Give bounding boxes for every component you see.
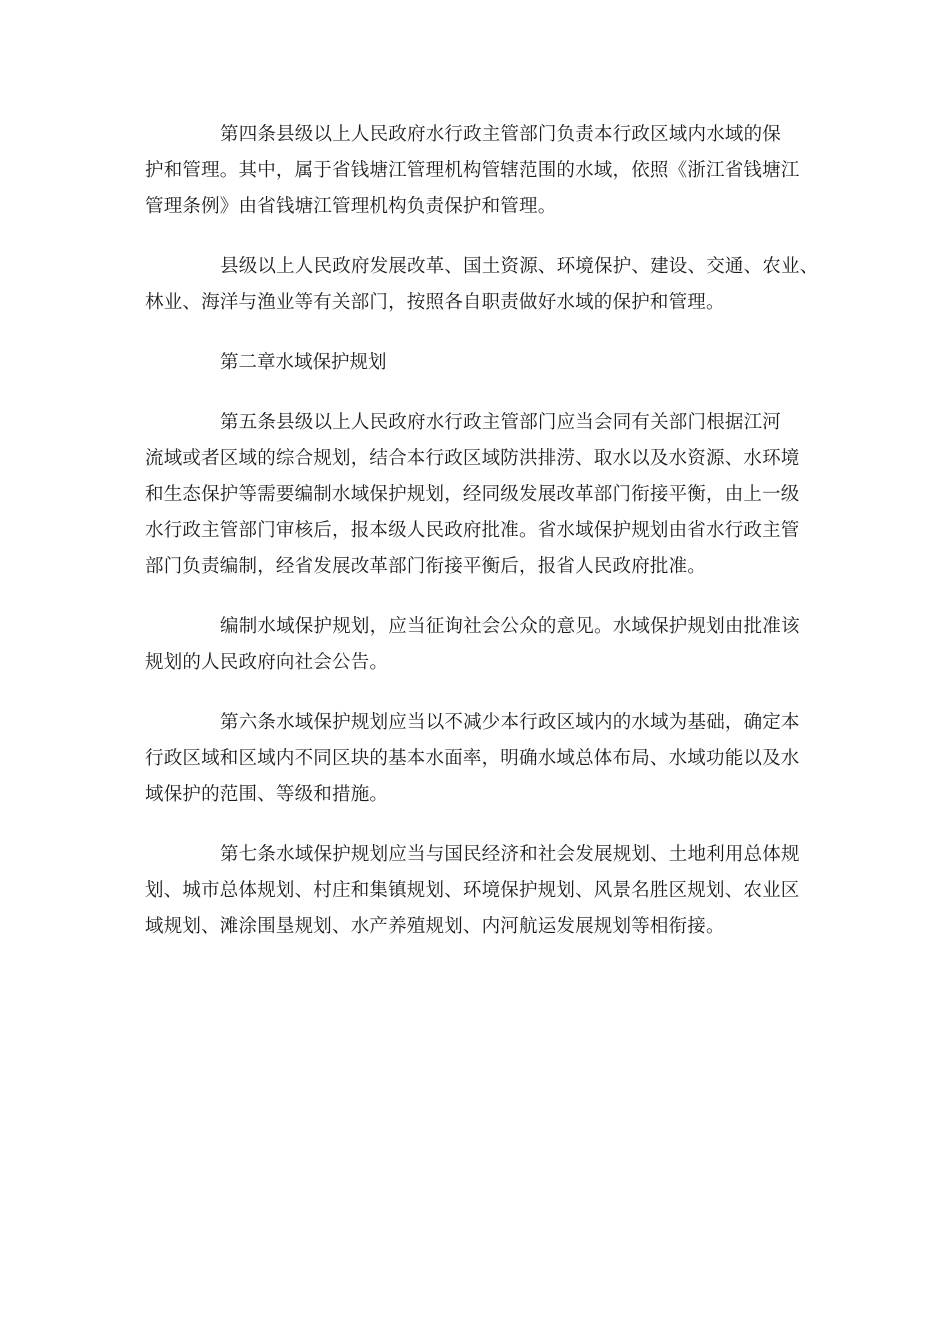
paragraph-public-consultation (145, 609, 810, 681)
document-body (145, 117, 819, 969)
paragraph-article-7 (145, 837, 810, 945)
text-line: 规划的人民政府向社会公告。 (145, 652, 389, 673)
text-line: 管理条例》由省钱塘江管理机构负责保护和管理。 (145, 196, 557, 217)
text-line: 护和管理。其中，属于省钱塘江管理机构管辖范围的水域，依照《浙江省钱塘江 (145, 160, 800, 181)
text-line: 部门负责编制，经省发展改革部门衔接平衡后，报省人民政府批准。 (145, 556, 707, 577)
text-line: 县级以上人民政府发展改革、国土资源、环境保护、建设、交通、农业、 (220, 256, 819, 277)
paragraph-article-5 (145, 405, 810, 585)
text-line: 编制水域保护规划，应当征询社会公众的意见。水域保护规划由批准该 (220, 616, 800, 637)
text-line: 第四条县级以上人民政府水行政主管部门负责本行政区域内水域的保 (220, 124, 782, 145)
paragraph-article-4 (145, 117, 810, 225)
chapter-heading: 第二章水域保护规划 (220, 352, 387, 373)
text-line: 第七条水域保护规划应当与国民经济和社会发展规划、土地利用总体规 (220, 844, 800, 865)
text-line: 和生态保护等需要编制水域保护规划，经同级发展改革部门衔接平衡，由上一级 (145, 484, 800, 505)
paragraph-article-6 (145, 705, 810, 813)
text-line: 水行政主管部门审核后，报本级人民政府批准。省水域保护规划由省水行政主管 (145, 520, 800, 541)
text-line: 林业、海洋与渔业等有关部门，按照各自职责做好水域的保护和管理。 (145, 292, 725, 313)
text-line: 第五条县级以上人民政府水行政主管部门应当会同有关部门根据江河 (220, 412, 782, 433)
text-line: 第六条水域保护规划应当以不减少本行政区域内的水域为基础，确定本 (220, 712, 800, 733)
paragraph-departments (145, 249, 819, 321)
text-line: 域保护的范围、等级和措施。 (145, 784, 389, 805)
text-line: 行政区域和区域内不同区块的基本水面率，明确水域总体布局、水域功能以及水 (145, 748, 800, 769)
text-line: 域规划、滩涂围垦规划、水产养殖规划、内河航运发展规划等相衔接。 (145, 916, 725, 937)
text-line: 划、城市总体规划、村庄和集镇规划、环境保护规划、风景名胜区规划、农业区 (145, 880, 800, 901)
text-line: 流域或者区域的综合规划，结合本行政区域防洪排涝、取水以及水资源、水环境 (145, 448, 800, 469)
